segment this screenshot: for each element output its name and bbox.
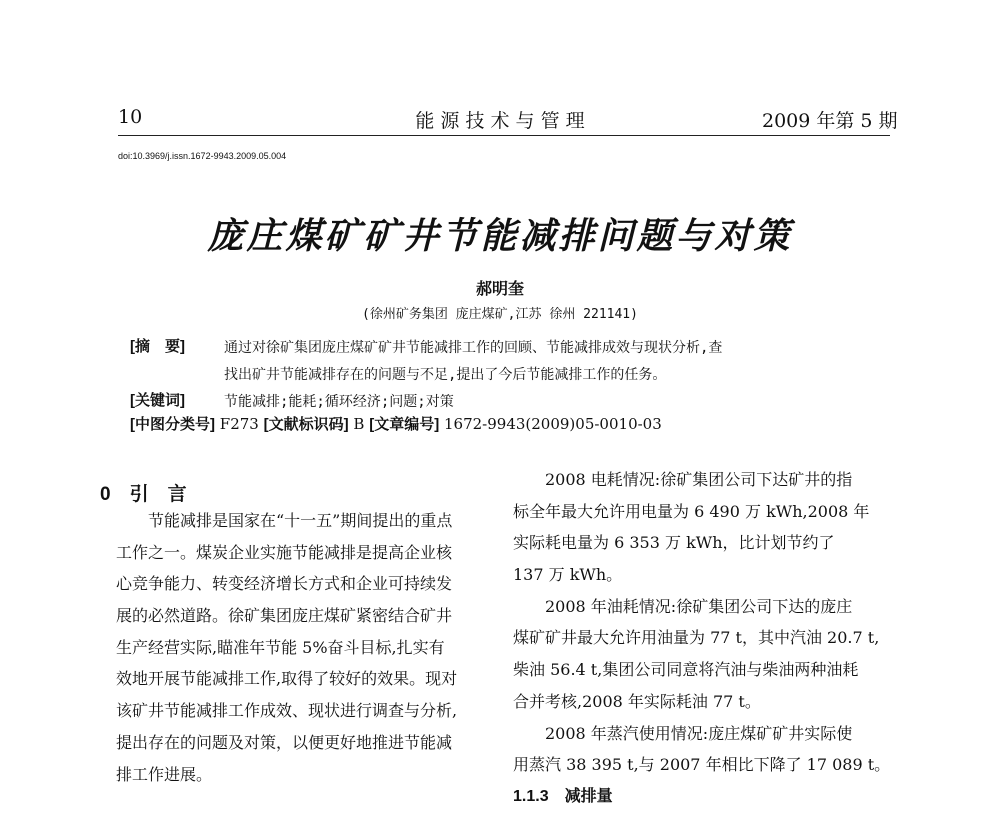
paragraph-line: 柴油 56.4 t,集团公司同意将汽油与柴油两种油耗	[513, 660, 859, 680]
paragraph-line: 137 万 kWh。	[513, 565, 623, 585]
paragraph-line: 提出存在的问题及对策，以便更好地推进节能减	[116, 732, 453, 752]
clc-label: [中图分类号]	[130, 416, 215, 433]
paragraph-line: 生产经营实际,瞄准年节能 5%奋斗目标,扎实有	[116, 637, 445, 657]
right-column	[513, 464, 893, 813]
header-rule	[118, 135, 890, 136]
doc-code-value: B	[353, 415, 365, 433]
author: 郝明奎	[475, 279, 524, 298]
clc-value: F273	[219, 415, 259, 433]
abstract-line-2: 找出矿井节能减排存在的问题与不足,提出了今后节能减排工作的任务。	[224, 367, 667, 383]
paragraph-line: 节能减排是国家在“十一五”期间提出的重点	[148, 511, 453, 530]
paragraph-line: 排工作进展。	[116, 764, 213, 784]
subsection-heading: 1.1.3 减排量	[513, 787, 613, 805]
doc-code-label: [文献标识码]	[263, 416, 349, 433]
classification-line	[130, 413, 662, 434]
paragraph-line: 合并考核,2008 年实际耗油 77 t。	[513, 691, 761, 711]
section-heading-introduction: 0 引 言	[100, 484, 187, 505]
paragraph-line: 该矿井节能减排工作成效、现状进行调查与分析,	[116, 701, 458, 721]
abstract-label: [摘 要]	[130, 338, 185, 355]
paragraph-line: 效地开展节能减排工作,取得了较好的效果。现对	[116, 669, 458, 689]
left-column	[116, 505, 486, 790]
paragraph-line: 工作之一。煤炭企业实施节能减排是提高企业核	[116, 542, 453, 562]
abstract-line-1: 通过对徐矿集团庞庄煤矿矿井节能减排工作的回顾、节能减排成效与现状分析,查	[224, 340, 723, 356]
paragraph-line: 2008 年油耗情况:徐矿集团公司下达的庞庄	[545, 596, 853, 616]
keywords-text: 节能减排;能耗;循环经济;问题;对策	[224, 394, 454, 410]
paragraph-line: 2008 电耗情况:徐矿集团公司下达矿井的指	[545, 470, 853, 489]
keywords-label: [关键词]	[130, 392, 185, 409]
paragraph-line: 展的必然道路。徐矿集团庞庄煤矿紧密结合矿井	[116, 606, 453, 626]
issue-label: 2009 年第 5 期	[762, 110, 898, 132]
article-title: 庞庄煤矿矿井节能减排问题与对策	[207, 215, 793, 257]
article-number-value: 1672-9943(2009)05-0010-03	[443, 415, 662, 433]
paragraph-line: 心竞争能力、转变经济增长方式和企业可持续发	[116, 574, 453, 594]
paragraph-line: 标全年最大允许用电量为 6 490 万 kWh,2008 年	[513, 501, 870, 521]
doi: doi:10.3969/j.issn.1672-9943.2009.05.004	[118, 151, 287, 161]
article-number-label: [文章编号]	[369, 416, 440, 433]
page-number: 10	[118, 106, 143, 128]
paragraph-line: 用蒸汽 38 395 t,与 2007 年相比下降了 17 089 t。	[513, 755, 891, 775]
journal-name: 能 源 技 术 与 管 理	[415, 110, 585, 132]
paragraph-line: 2008 年蒸汽使用情况:庞庄煤矿矿井实际使	[545, 723, 853, 743]
affiliation: (徐州矿务集团 庞庄煤矿,江苏 徐州 221141)	[362, 307, 638, 322]
paragraph-line: 煤矿矿井最大允许用油量为 77 t，其中汽油 20.7 t,	[513, 628, 880, 648]
paragraph-line: 实际耗电量为 6 353 万 kWh，比计划节约了	[513, 533, 835, 553]
